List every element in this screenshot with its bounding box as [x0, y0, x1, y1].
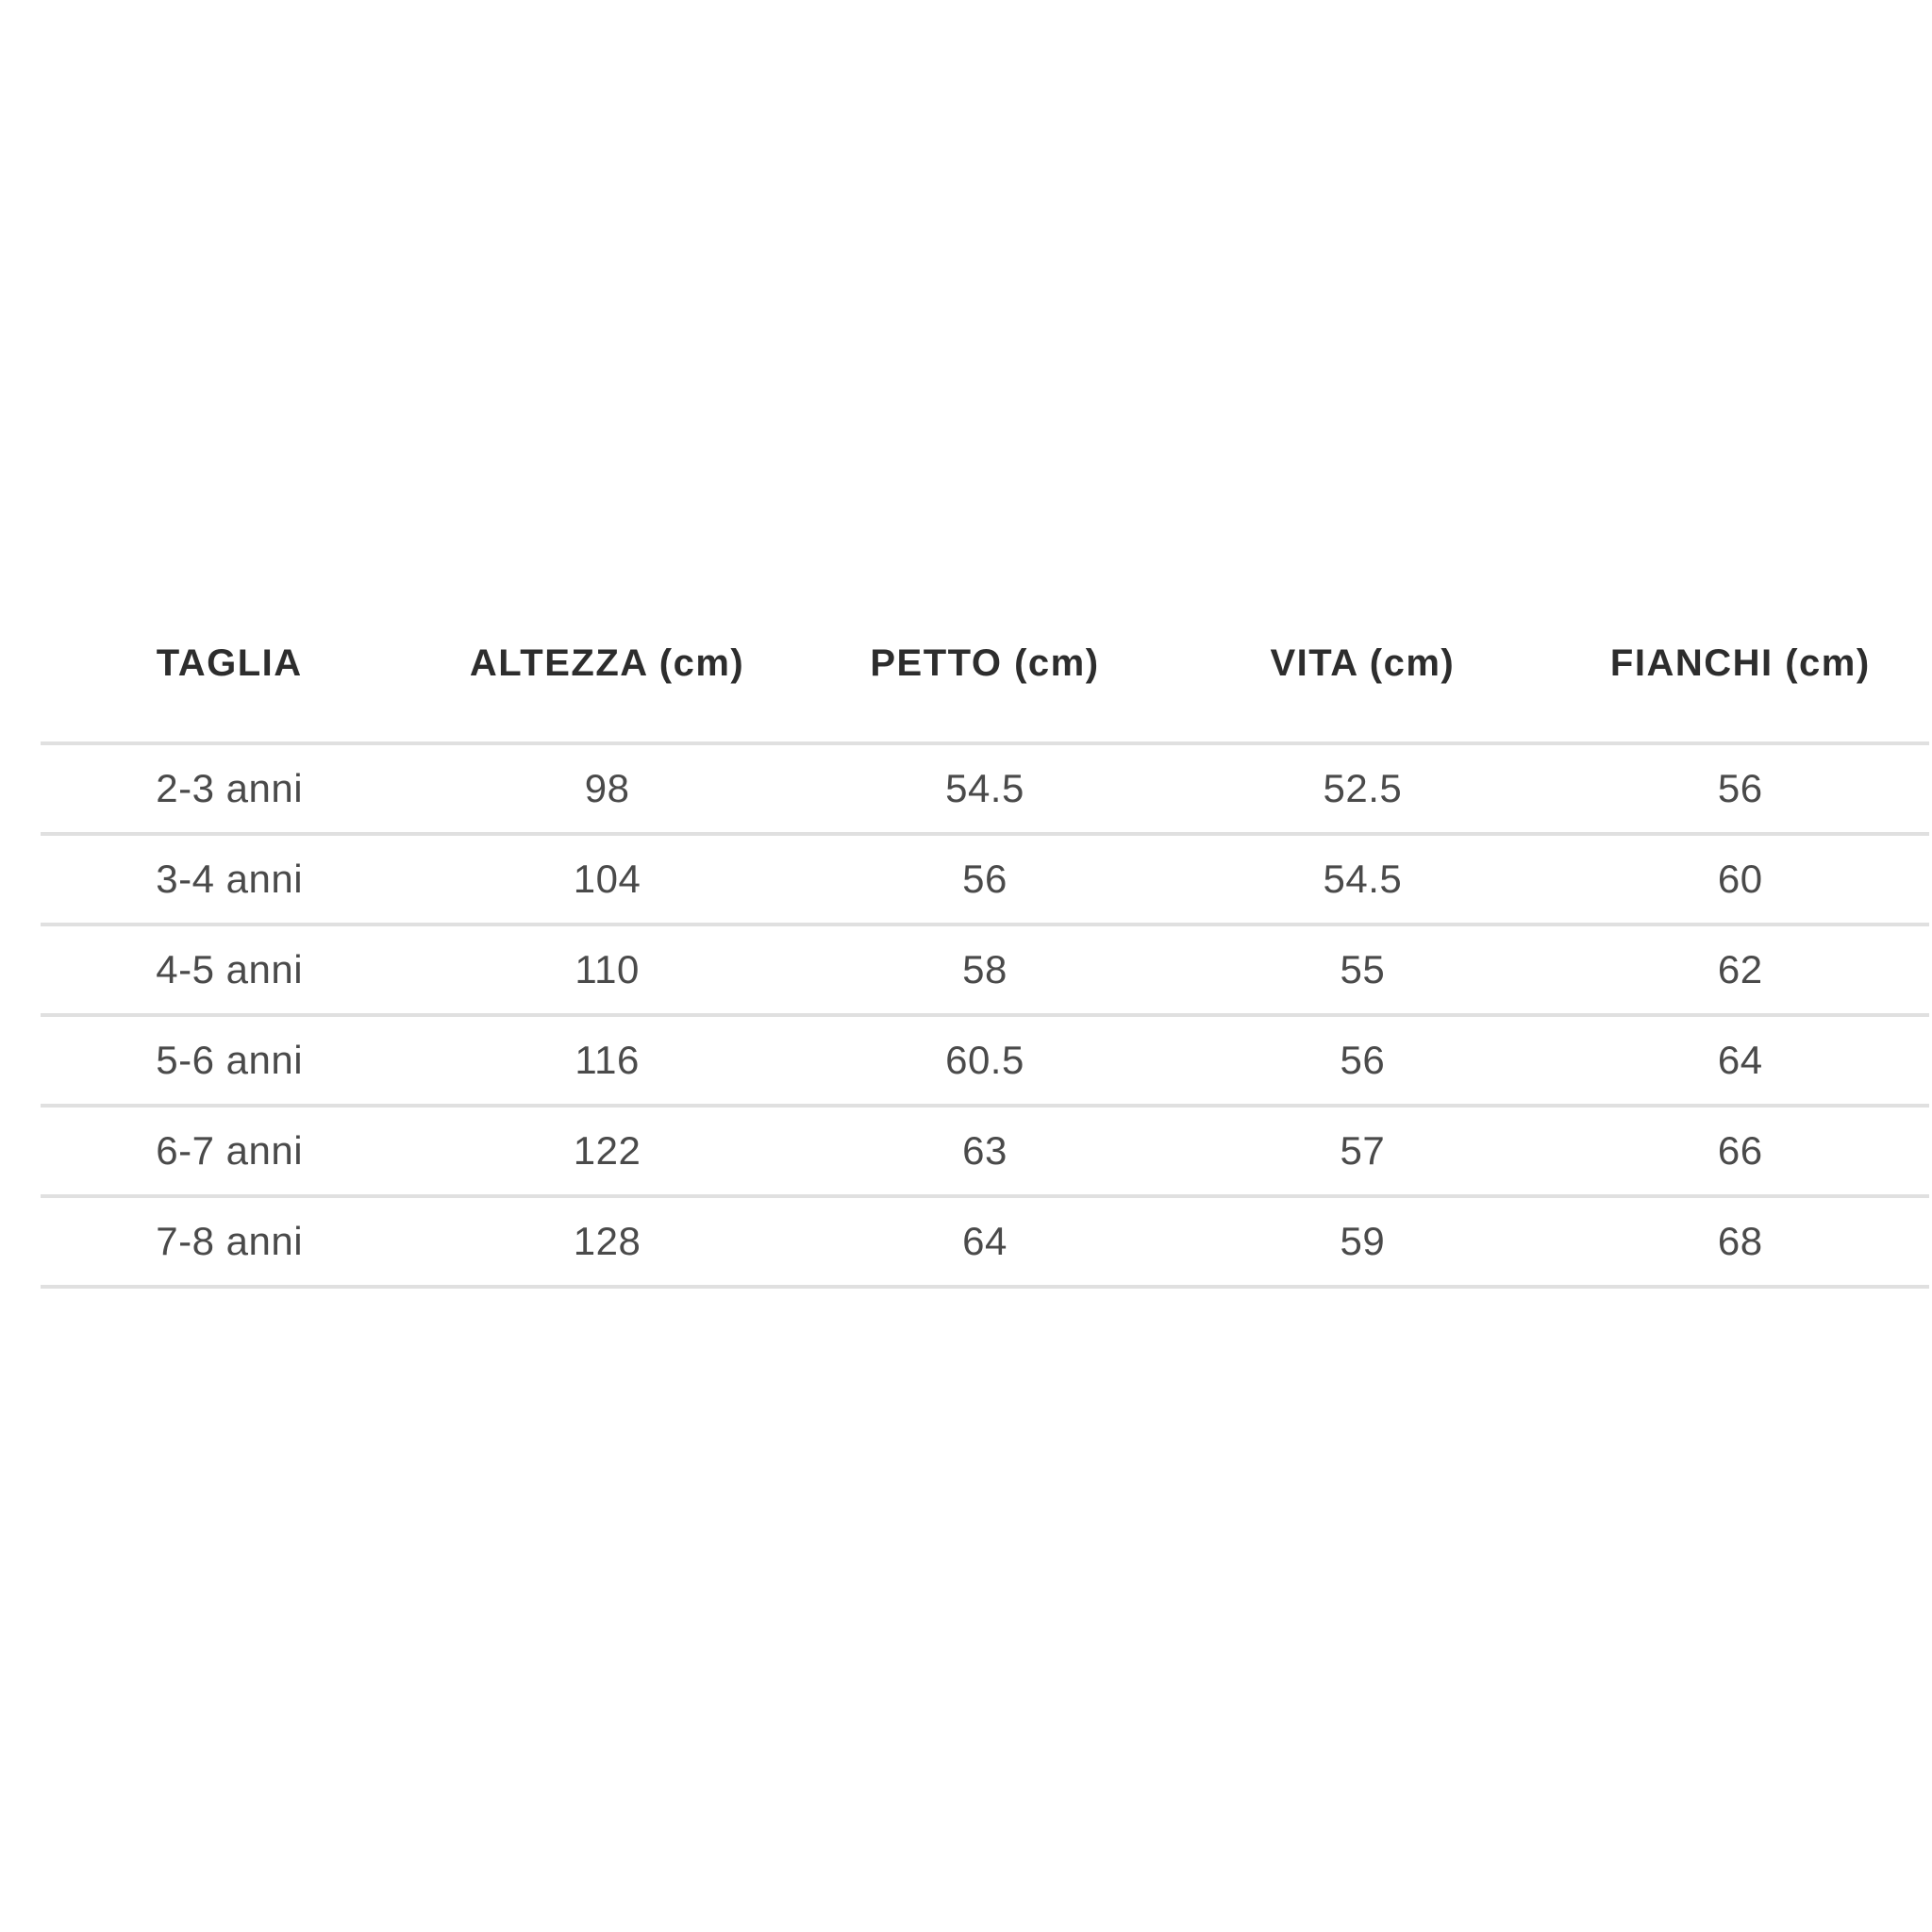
- cell-altezza: 128: [418, 1196, 795, 1287]
- cell-taglia: 2-3 anni: [41, 743, 418, 834]
- cell-altezza: 104: [418, 834, 795, 924]
- cell-vita: 52.5: [1174, 743, 1551, 834]
- table-row: [41, 743, 1929, 834]
- cell-petto: 64: [796, 1196, 1174, 1287]
- column-header-altezza: ALTEZZA (cm): [418, 585, 795, 743]
- table-row: [41, 1015, 1929, 1106]
- size-chart-header: [41, 585, 1929, 743]
- cell-petto: 63: [796, 1106, 1174, 1196]
- cell-altezza: 122: [418, 1106, 795, 1196]
- cell-altezza: 116: [418, 1015, 795, 1106]
- table-row: [41, 834, 1929, 924]
- column-header-taglia: TAGLIA: [41, 585, 418, 743]
- cell-fianchi: 66: [1552, 1106, 1929, 1196]
- size-chart-table: [41, 585, 1929, 1289]
- cell-fianchi: 62: [1552, 924, 1929, 1015]
- table-row: [41, 1196, 1929, 1287]
- column-header-vita: VITA (cm): [1174, 585, 1551, 743]
- cell-fianchi: 56: [1552, 743, 1929, 834]
- size-chart: [41, 585, 1929, 1289]
- cell-altezza: 98: [418, 743, 795, 834]
- size-chart-body: [41, 743, 1929, 1287]
- cell-fianchi: 60: [1552, 834, 1929, 924]
- cell-vita: 56: [1174, 1015, 1551, 1106]
- cell-taglia: 6-7 anni: [41, 1106, 418, 1196]
- column-header-fianchi: FIANCHI (cm): [1552, 585, 1929, 743]
- cell-taglia: 4-5 anni: [41, 924, 418, 1015]
- cell-petto: 58: [796, 924, 1174, 1015]
- cell-fianchi: 68: [1552, 1196, 1929, 1287]
- cell-altezza: 110: [418, 924, 795, 1015]
- cell-taglia: 3-4 anni: [41, 834, 418, 924]
- cell-taglia: 7-8 anni: [41, 1196, 418, 1287]
- cell-taglia: 5-6 anni: [41, 1015, 418, 1106]
- cell-fianchi: 64: [1552, 1015, 1929, 1106]
- cell-vita: 57: [1174, 1106, 1551, 1196]
- column-header-petto: PETTO (cm): [796, 585, 1174, 743]
- cell-petto: 56: [796, 834, 1174, 924]
- table-row: [41, 924, 1929, 1015]
- cell-vita: 59: [1174, 1196, 1551, 1287]
- cell-vita: 54.5: [1174, 834, 1551, 924]
- cell-petto: 54.5: [796, 743, 1174, 834]
- table-row: [41, 1106, 1929, 1196]
- cell-petto: 60.5: [796, 1015, 1174, 1106]
- header-row: [41, 585, 1929, 743]
- cell-vita: 55: [1174, 924, 1551, 1015]
